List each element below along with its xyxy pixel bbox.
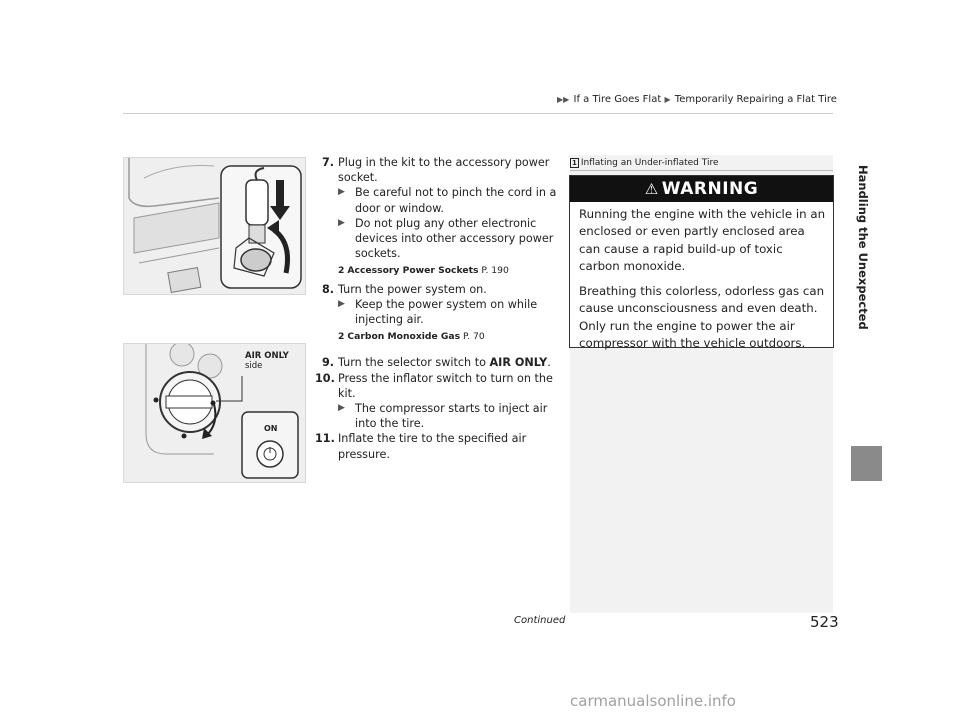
reference-page: P. 190 bbox=[481, 265, 509, 277]
breadcrumb-part2[interactable]: Temporarily Repairing a Flat Tire bbox=[674, 94, 837, 105]
cross-reference[interactable] bbox=[338, 329, 560, 344]
step-11 bbox=[315, 431, 560, 461]
figure-selector-switch bbox=[123, 343, 306, 483]
figure-plug-kit bbox=[123, 157, 306, 295]
arrow-icon: ▶ bbox=[338, 298, 345, 309]
notes-heading-text: Inflating an Under-inflated Tire bbox=[580, 158, 719, 168]
step-8 bbox=[315, 282, 560, 345]
arrow-icon: ▶ bbox=[338, 187, 345, 198]
section-tab bbox=[856, 165, 870, 455]
breadcrumb-part1[interactable]: If a Tire Goes Flat bbox=[573, 94, 662, 105]
step-text: Inflate the tire to the specified air pressure. bbox=[338, 432, 527, 461]
breadcrumb-arrow-icon: ▶ bbox=[664, 95, 671, 104]
step-number: 11. bbox=[315, 432, 335, 446]
breadcrumb-arrow-icon: ▶▶ bbox=[557, 95, 570, 104]
step-text: Plug in the kit to the accessory power socket. bbox=[338, 156, 550, 185]
section-tab-label: Handling the Unexpected bbox=[856, 165, 870, 330]
sub-step bbox=[338, 216, 560, 262]
step-number: 8. bbox=[321, 282, 334, 296]
notes-divider bbox=[570, 170, 833, 171]
step-10 bbox=[315, 371, 560, 432]
warning-header bbox=[570, 176, 833, 202]
step-9 bbox=[315, 355, 560, 370]
reference-icon: 2 bbox=[338, 331, 345, 343]
sub-step bbox=[338, 401, 560, 431]
on-label: ON bbox=[264, 424, 278, 433]
sub-step-text: Do not plug any other electronic devices into other accessory power sockets. bbox=[355, 216, 554, 261]
sub-step bbox=[338, 185, 560, 215]
arrow-icon: ▶ bbox=[338, 403, 345, 414]
step-text-end: . bbox=[547, 356, 551, 370]
warning-paragraph: Running the engine with the vehicle in an enclosed or even partly enclosed area can cause a rapid build-up of toxic carbon monoxide. bbox=[579, 207, 826, 273]
step-7 bbox=[315, 155, 560, 279]
step-text: Turn the power system on. bbox=[338, 282, 487, 296]
section-tab-block bbox=[851, 446, 882, 481]
notes-heading bbox=[570, 158, 719, 168]
callout-air-only: AIR ONLY bbox=[245, 351, 289, 361]
sub-step bbox=[338, 297, 560, 327]
sub-step-text: The compressor starts to inject air into the tire. bbox=[355, 402, 548, 431]
air-only-callout bbox=[245, 351, 289, 371]
reference-page: P. 70 bbox=[463, 331, 485, 343]
warning-text bbox=[579, 206, 827, 360]
reference-icon: 2 bbox=[338, 265, 345, 277]
step-number: 9. bbox=[321, 356, 334, 370]
breadcrumb bbox=[557, 94, 837, 105]
warning-title: WARNING bbox=[661, 179, 759, 199]
procedure-steps bbox=[315, 155, 560, 462]
step-number: 10. bbox=[315, 371, 335, 385]
arrow-icon: ▶ bbox=[338, 217, 345, 228]
page-number: 523 bbox=[810, 613, 839, 631]
step-text: Turn the selector switch to bbox=[338, 356, 490, 370]
sub-step-text: Keep the power system on while injecting air. bbox=[355, 297, 538, 327]
step-text: Press the inflator switch to turn on the kit. bbox=[338, 371, 553, 400]
watermark: carmanualsonline.info bbox=[570, 692, 736, 710]
continued-label: Continued bbox=[514, 615, 566, 626]
plug-kit-illustration bbox=[124, 158, 305, 294]
step-text-bold: AIR ONLY bbox=[489, 356, 548, 370]
warning-box bbox=[569, 175, 834, 351]
reference-label[interactable]: Accessory Power Sockets bbox=[347, 265, 479, 277]
cross-reference[interactable] bbox=[338, 263, 560, 278]
callout-side: side bbox=[245, 361, 263, 371]
warning-triangle-icon: ⚠ bbox=[644, 180, 659, 198]
warning-paragraph: Breathing this colorless, odorless gas can cause unconsciousness and even death. Only run the engine to power the air compressor with the vehicle outdoors. bbox=[579, 284, 825, 351]
header-divider bbox=[123, 113, 833, 114]
note-marker: 1 bbox=[572, 159, 577, 167]
step-number: 7. bbox=[321, 156, 334, 169]
reference-label[interactable]: Carbon Monoxide Gas bbox=[347, 331, 461, 343]
sub-step-text: Be careful not to pinch the cord in a door or window. bbox=[355, 186, 557, 215]
